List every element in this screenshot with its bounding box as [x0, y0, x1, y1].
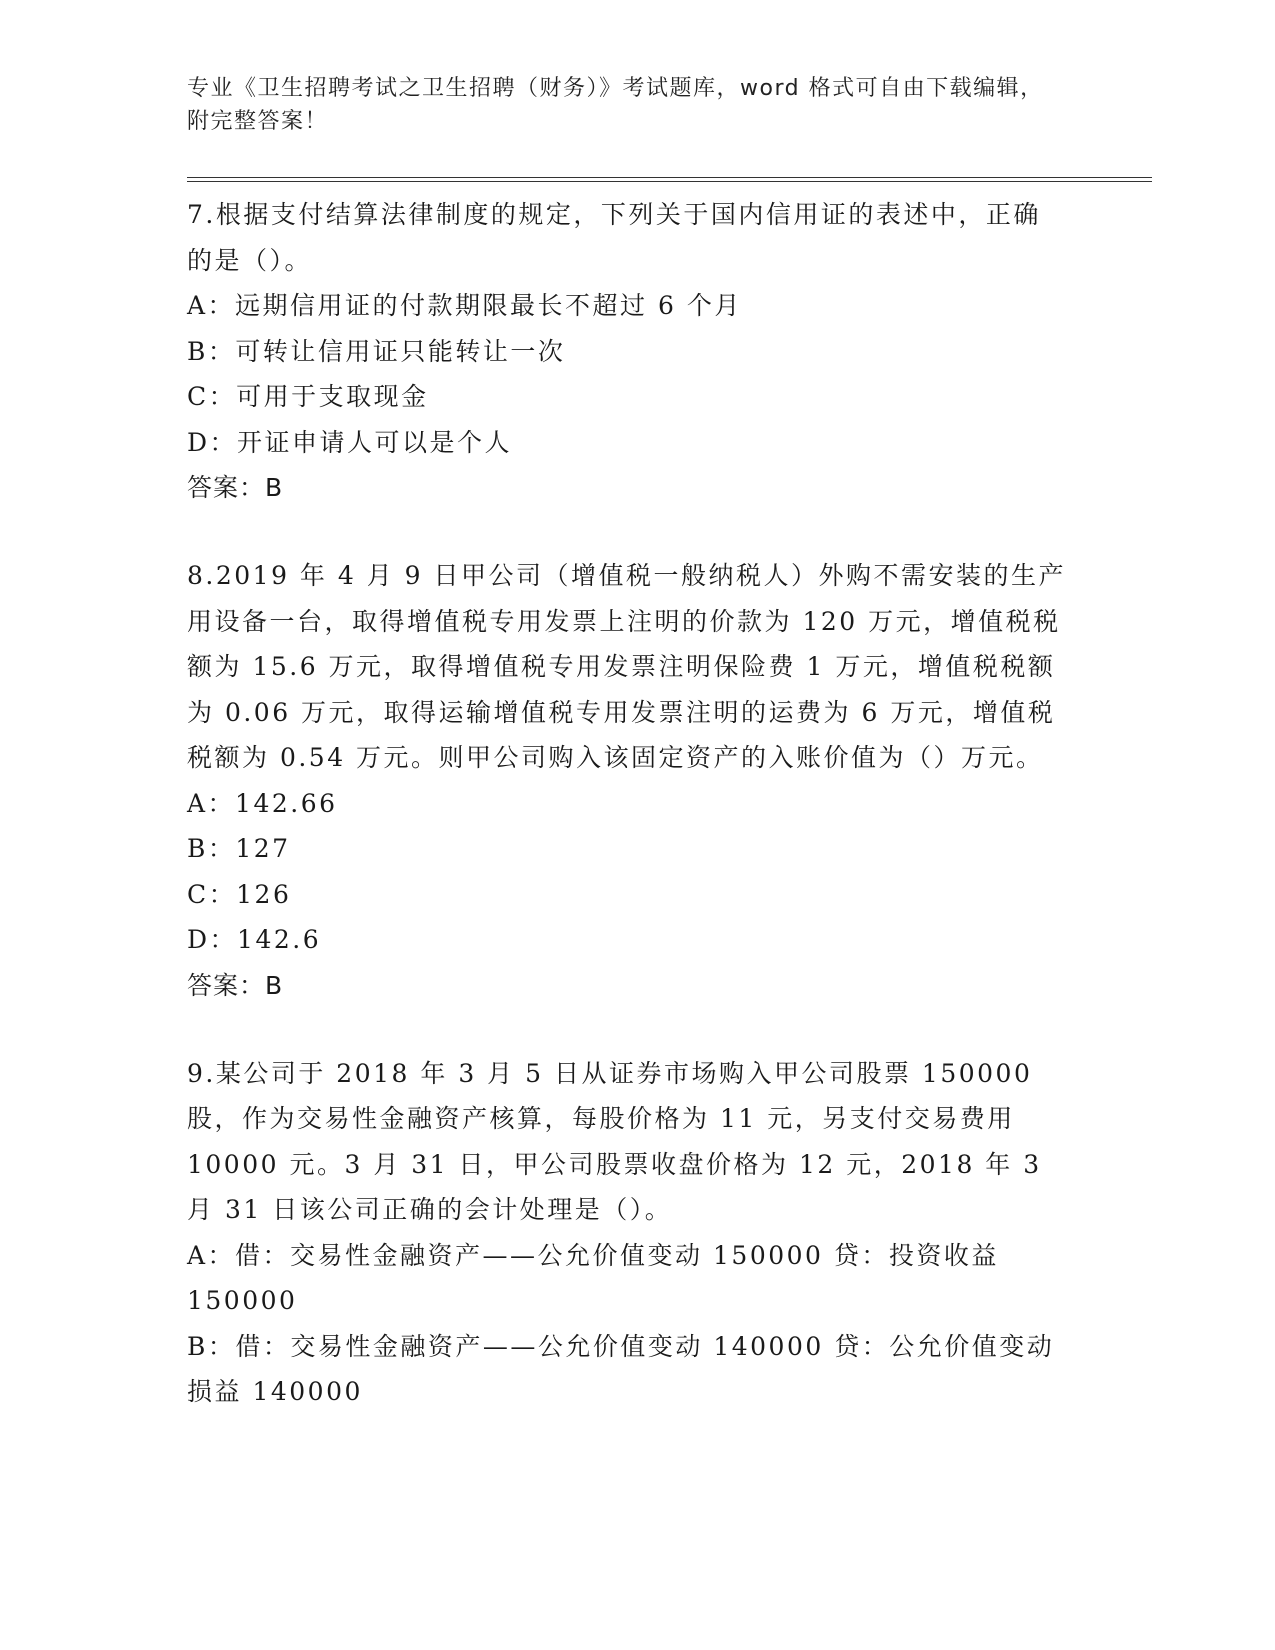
option-a: A：借：交易性金融资产——公允价值变动 150000 贷：投资收益 150000	[187, 1240, 999, 1315]
question-7	[187, 192, 1067, 510]
question-text: 7.根据支付结算法律制度的规定，下列关于国内信用证的表述中，正确的是（）。	[187, 200, 1041, 275]
question-text: 8.2019 年 4 月 9 日甲公司（增值税一般纳税人）外购不需安装的生产用设备一台，取得增值税专用发票上注明的价款为 120 万元，增值税税额为 15.6 万元，取得增值税专用发票注明保险费 1 万元，增值税税额为 0.06 万元，取得运输增值税专用发票注明的运费为 6 万元，增值税税额为 0.54 万元。则甲公司购入该固定资产的入账价值为（）万元。	[187, 561, 1067, 772]
question-spacer	[187, 1008, 1067, 1051]
option-c: C：可用于支取现金	[187, 382, 429, 411]
answer-label: 答案：B	[187, 473, 284, 502]
option-a: A：142.66	[187, 788, 338, 818]
question-list	[187, 192, 1067, 1415]
option-a: A：远期信用证的付款期限最长不超过 6 个月	[187, 291, 742, 320]
document-header: 专业《卫生招聘考试之卫生招聘（财务）》考试题库，word 格式可自由下载编辑，附完整答案！	[187, 76, 1044, 134]
question-spacer	[187, 510, 1067, 553]
answer-label: 答案：B	[187, 970, 284, 1000]
option-d: D：开证申请人可以是个人	[187, 427, 513, 457]
option-c: C：126	[187, 879, 292, 909]
header-divider-bottom	[187, 181, 1152, 182]
question-8	[187, 553, 1067, 1008]
header-divider-top	[187, 177, 1152, 178]
question-9	[187, 1051, 1067, 1415]
option-b: B：可转让信用证只能转让一次	[187, 336, 566, 366]
option-d: D：142.6	[187, 925, 322, 954]
option-b: B：借：交易性金融资产——公允价值变动 140000 贷：公允价值变动损益 140000	[187, 1331, 1055, 1406]
question-text: 9.某公司于 2018 年 3 月 5 日从证券市场购入甲公司股票 150000 股，作为交易性金融资产核算，每股价格为 11 元，另支付交易费用 10000 元。3 月 31 日，甲公司股票收盘价格为 12 元，2018 年 3 月 31 日该公司正确的会计处理是（）。	[187, 1058, 1042, 1224]
option-b: B：127	[187, 834, 291, 863]
